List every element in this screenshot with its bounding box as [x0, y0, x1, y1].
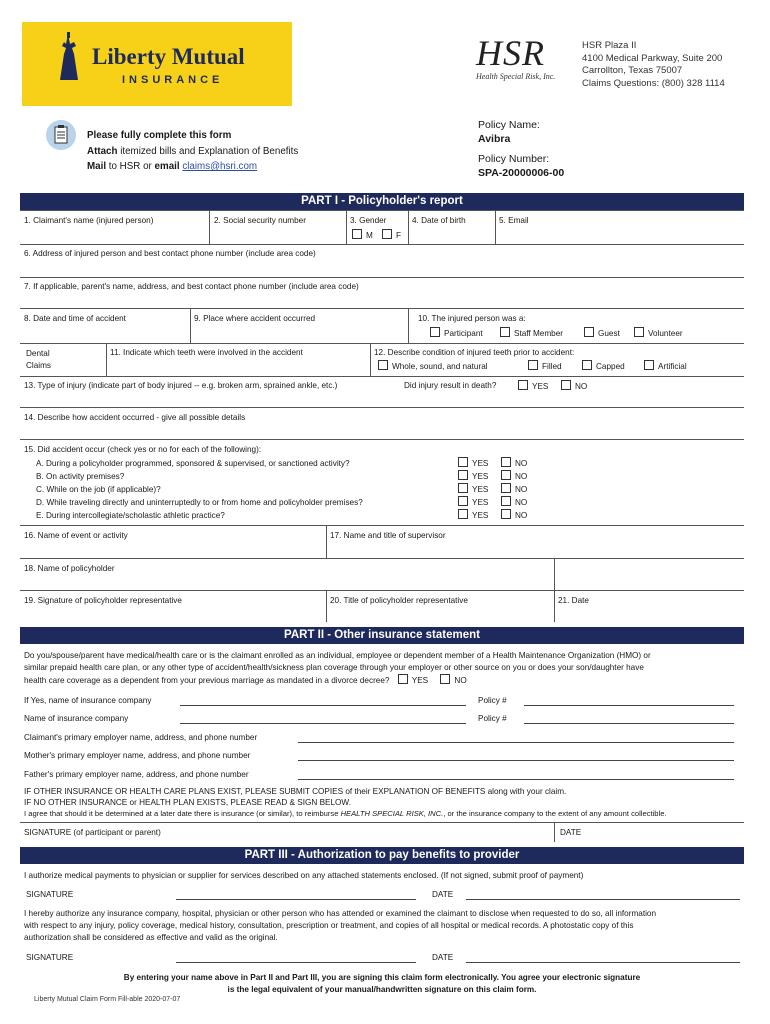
agreement-text-end: , or the insurance company to the extent of any amount collectible. — [443, 809, 667, 818]
yes-label: YES — [411, 676, 429, 685]
other-insurance-notice — [24, 786, 566, 808]
participant-date-field[interactable]: DATE — [560, 828, 582, 837]
claims-email-link[interactable]: claims@hsri.com — [182, 161, 258, 172]
hsr-address-line: Carrollton, Texas 75007 — [582, 65, 683, 76]
occurrence-item: A. During a policyholder programmed, sponsored & supervised, or sanctioned activity? — [36, 459, 350, 468]
hsr-logo — [470, 32, 570, 92]
part1-header: PART I - Policyholder's report — [20, 193, 744, 210]
whole-sound-label: Whole, sound, and natural — [392, 362, 488, 371]
staff-member-checkbox[interactable] — [500, 327, 563, 338]
policy-number-value[interactable]: SPA-20000006-00 — [478, 167, 565, 179]
no-label: NO — [515, 498, 528, 507]
ins-company-yes-label: If Yes, name of insurance company — [24, 696, 152, 705]
accident-place-field[interactable]: 9. Place where accident occurred — [194, 314, 316, 323]
form-footer: Liberty Mutual Claim Form Fill-able 2020-07-07 — [34, 996, 181, 1003]
occurrence-item: C. While on the job (if applicable)? — [36, 485, 161, 494]
paragraph-line — [24, 674, 746, 687]
father-employer-input[interactable] — [298, 779, 734, 780]
auth-line: with respect to any injury, policy coverage, medical history, consultation, prescription or treatment, and copies of all hospital or medical records. A photostatic copy of this — [24, 921, 634, 930]
yes-label: YES — [472, 498, 489, 507]
gender-label: 3. Gender — [350, 216, 387, 225]
email-field[interactable]: 5. Email — [499, 216, 529, 225]
mail-rest: to HSR or — [106, 161, 155, 172]
hsr-address-line: Claims Questions: (800) 328 1114 — [582, 77, 725, 89]
dental-claims-label — [26, 348, 51, 372]
esign-line: By entering your name above in Part II and Part III, you are signing this claim form electronically. You agree your electronic signature — [123, 973, 641, 982]
other-ins-yes-checkbox[interactable] — [398, 676, 428, 685]
claims-label: Claims — [26, 361, 52, 370]
gender-male-label: M — [366, 231, 373, 240]
policy-name-value[interactable]: Avibra — [478, 133, 511, 145]
instructions-line3 — [87, 159, 298, 175]
dental-label: Dental — [26, 349, 50, 358]
guest-checkbox[interactable] — [584, 327, 620, 338]
yes-label: YES — [472, 485, 489, 494]
capped-checkbox[interactable] — [582, 360, 625, 371]
hsr-logo-subtitle: Health Special Risk, Inc. — [476, 72, 556, 81]
representative-title-field[interactable]: 20. Title of policyholder representative — [330, 596, 468, 605]
agreement-text: I agree that should it be determined at a later date there is insurance (or similar), to reimburse — [24, 809, 341, 818]
brand-sub: INSURANCE — [122, 74, 224, 86]
occurrence-yes-checkbox[interactable] — [458, 457, 488, 470]
liberty-mutual-logo — [22, 22, 292, 106]
occurrence-no-checkbox[interactable] — [501, 470, 527, 483]
policy-number-input-1[interactable] — [524, 705, 734, 706]
occurrence-item: B. On activity premises? — [36, 472, 125, 481]
agreement-company: HEALTH SPECIAL RISK, INC. — [340, 809, 444, 818]
brand-main: Liberty Mutual — [92, 44, 245, 69]
policy-name-label: Policy Name: — [478, 119, 540, 131]
occurrence-yes-column — [458, 457, 488, 522]
authorization-text-2 — [24, 908, 656, 944]
participant-checkbox[interactable] — [430, 327, 483, 338]
occurrence-no-checkbox[interactable] — [501, 509, 527, 522]
accident-date-field[interactable]: 8. Date and time of accident — [24, 314, 126, 323]
death-no-checkbox[interactable] — [561, 380, 587, 391]
policy-number-input-2[interactable] — [524, 723, 734, 724]
yes-label: YES — [472, 459, 489, 468]
date-input-1[interactable] — [466, 899, 740, 900]
date-input-2[interactable] — [466, 962, 740, 963]
death-yes-label: YES — [532, 382, 549, 391]
filled-label: Filled — [542, 362, 562, 371]
father-employer-label: Father's primary employer name, address, and phone number — [24, 770, 249, 779]
occurrence-no-checkbox[interactable] — [501, 457, 527, 470]
policy-number-label: Policy Number: — [478, 153, 550, 165]
gender-female-checkbox[interactable] — [382, 229, 401, 240]
occurrence-no-column — [501, 457, 527, 522]
occurrence-yes-checkbox[interactable] — [458, 470, 488, 483]
notice-line: IF NO OTHER INSURANCE or HEALTH PLAN EXISTS, PLEASE READ & SIGN BELOW. — [24, 798, 351, 807]
occurrence-no-checkbox[interactable] — [501, 496, 527, 509]
hsr-address-line: 4100 Medical Parkway, Suite 200 — [582, 52, 723, 64]
esignature-notice — [20, 972, 744, 996]
no-label: NO — [454, 676, 467, 685]
gender-female-label: F — [396, 231, 402, 240]
hsr-address-line: HSR Plaza II — [582, 40, 637, 51]
esign-line: is the legal equivalent of your manual/handwritten signature on this claim form. — [227, 985, 537, 994]
part2-header: PART II - Other insurance statement — [20, 627, 744, 644]
date-field[interactable]: 21. Date — [558, 596, 589, 605]
occurrence-list — [36, 457, 363, 522]
no-label: NO — [515, 511, 528, 520]
authorization-text-1: I authorize medical payments to physician or supplier for services described on any attached statements enclosed. (If not signed, submit proof of payment) — [24, 871, 584, 880]
paragraph-line: Do you/spouse/parent have medical/health care or is the claimant enrolled as an individual, employee or dependent member of a Health Maintenance Organization (HMO) or — [24, 651, 651, 660]
capped-label: Capped — [596, 362, 625, 371]
policy-number-label-2: Policy # — [478, 714, 507, 723]
policy-info — [478, 118, 564, 180]
representative-signature-field[interactable]: 19. Signature of policyholder representative — [24, 596, 182, 605]
death-yes-checkbox[interactable] — [518, 380, 548, 391]
claimant-employer-input[interactable] — [298, 742, 734, 743]
parent-field[interactable]: 7. If applicable, parent's name, address, and best contact phone number (include area code) — [24, 282, 359, 291]
ins-company-input[interactable] — [180, 723, 466, 724]
no-label: NO — [515, 472, 528, 481]
signature-input-2[interactable] — [176, 962, 416, 963]
injury-type-field[interactable]: 13. Type of injury (indicate part of body injured -- e.g. broken arm, sprained ankle, etc.) — [24, 381, 338, 390]
signature-label-1: SIGNATURE — [26, 890, 74, 899]
occurrence-item: E. During intercollegiate/scholastic athletic practice? — [36, 511, 225, 520]
auth-line: authorization shall be considered as effective and valid as the original. — [24, 933, 278, 942]
filled-checkbox[interactable] — [528, 360, 562, 371]
clipboard-icon — [46, 120, 76, 150]
yes-label: YES — [472, 472, 489, 481]
date-label-2: DATE — [432, 953, 454, 962]
guest-label: Guest — [598, 329, 620, 338]
yes-label: YES — [472, 511, 489, 520]
occurrence-yes-checkbox[interactable] — [458, 509, 488, 522]
email-word: email — [154, 161, 180, 172]
auth-line: I hereby authorize any insurance company, hospital, physician or other person who has attended or examined the claimant to disclose when requested to do so, all information — [24, 909, 657, 918]
policyholder-name-field[interactable]: 18. Name of policyholder — [24, 564, 115, 573]
teeth-involved-field[interactable]: 11. Indicate which teeth were involved in the accident — [110, 348, 303, 357]
occurrence-item: D. While traveling directly and uninterruptedly to or from home and policyholder premises? — [36, 498, 363, 507]
gender-male-checkbox[interactable] — [352, 229, 373, 240]
attach-rest: itemized bills and Explanation of Benefits — [117, 145, 299, 157]
mother-employer-label: Mother's primary employer name, address, and phone number — [24, 751, 251, 760]
whole-sound-checkbox[interactable] — [378, 360, 488, 371]
paragraph-line: similar prepaid health care plan, or any other type of accident/health/sickness plan coverage through your employer or other source on you or does your son/daughter have — [24, 663, 644, 672]
signature-label-2: SIGNATURE — [26, 953, 74, 962]
no-label: NO — [515, 485, 528, 494]
artificial-checkbox[interactable] — [644, 360, 687, 371]
teeth-condition-label: 12. Describe condition of injured teeth prior to accident: — [374, 348, 575, 357]
participant-signature-field[interactable]: SIGNATURE (of participant or parent) — [24, 828, 161, 837]
hsr-address — [582, 40, 725, 90]
supervisor-field[interactable]: 17. Name and title of supervisor — [330, 531, 446, 540]
date-label-1: DATE — [432, 890, 454, 899]
death-no-label: NO — [575, 382, 588, 391]
mail-word: Mail — [87, 161, 107, 172]
occurrence-question: 15. Did accident occur (check yes or no for each of the following): — [24, 445, 262, 454]
signature-input-1[interactable] — [176, 899, 416, 900]
occurrence-yes-checkbox[interactable] — [458, 496, 488, 509]
part3-header: PART III - Authorization to pay benefits to provider — [20, 847, 744, 864]
dob-field[interactable]: 4. Date of birth — [412, 216, 466, 225]
claimant-name-field[interactable]: 1. Claimant's name (injured person) — [24, 216, 154, 225]
occurrence-yes-checkbox[interactable] — [458, 483, 488, 496]
occurrence-no-checkbox[interactable] — [501, 483, 527, 496]
notice-line: IF OTHER INSURANCE OR HEALTH CARE PLANS EXIST, PLEASE SUBMIT COPIES of their EXPLANATION OF BENEFITS along with your claim. — [24, 787, 567, 796]
address-field[interactable]: 6. Address of injured person and best contact phone number (include area code) — [24, 249, 316, 258]
hsr-logo-text: HSR — [476, 33, 545, 73]
reimburse-agreement — [24, 809, 667, 818]
no-label: NO — [515, 459, 528, 468]
volunteer-label: Volunteer — [648, 329, 683, 338]
instructions-line1: Please fully complete this form — [87, 130, 232, 141]
staff-member-label: Staff Member — [514, 329, 563, 338]
death-question: Did injury result in death? — [404, 381, 497, 390]
volunteer-checkbox[interactable] — [634, 327, 683, 338]
ssn-field[interactable]: 2. Social security number — [214, 216, 306, 225]
ins-company-label: Name of insurance company — [24, 714, 129, 723]
policy-number-label-1: Policy # — [478, 696, 507, 705]
instructions-line2 — [87, 144, 298, 160]
injured-person-type-label: 10. The injured person was a: — [418, 314, 526, 323]
artificial-label: Artificial — [658, 362, 687, 371]
accident-description-field[interactable]: 14. Describe how accident occurred - give all possible details — [24, 413, 246, 422]
event-name-field[interactable]: 16. Name of event or activity — [24, 531, 128, 540]
statue-of-liberty-icon — [54, 32, 84, 84]
other-ins-no-checkbox[interactable] — [440, 676, 466, 685]
ins-company-yes-input[interactable] — [180, 705, 466, 706]
instructions — [87, 128, 298, 175]
other-insurance-paragraph — [24, 650, 746, 687]
claimant-employer-label: Claimant's primary employer name, address, and phone number — [24, 733, 258, 742]
paragraph-line-text: health care coverage as a dependent from your previous marriage as mandated in a divorce decree? — [24, 676, 390, 685]
mother-employer-input[interactable] — [298, 760, 734, 761]
attach-word: Attach — [87, 145, 118, 157]
participant-label: Participant — [444, 329, 483, 338]
